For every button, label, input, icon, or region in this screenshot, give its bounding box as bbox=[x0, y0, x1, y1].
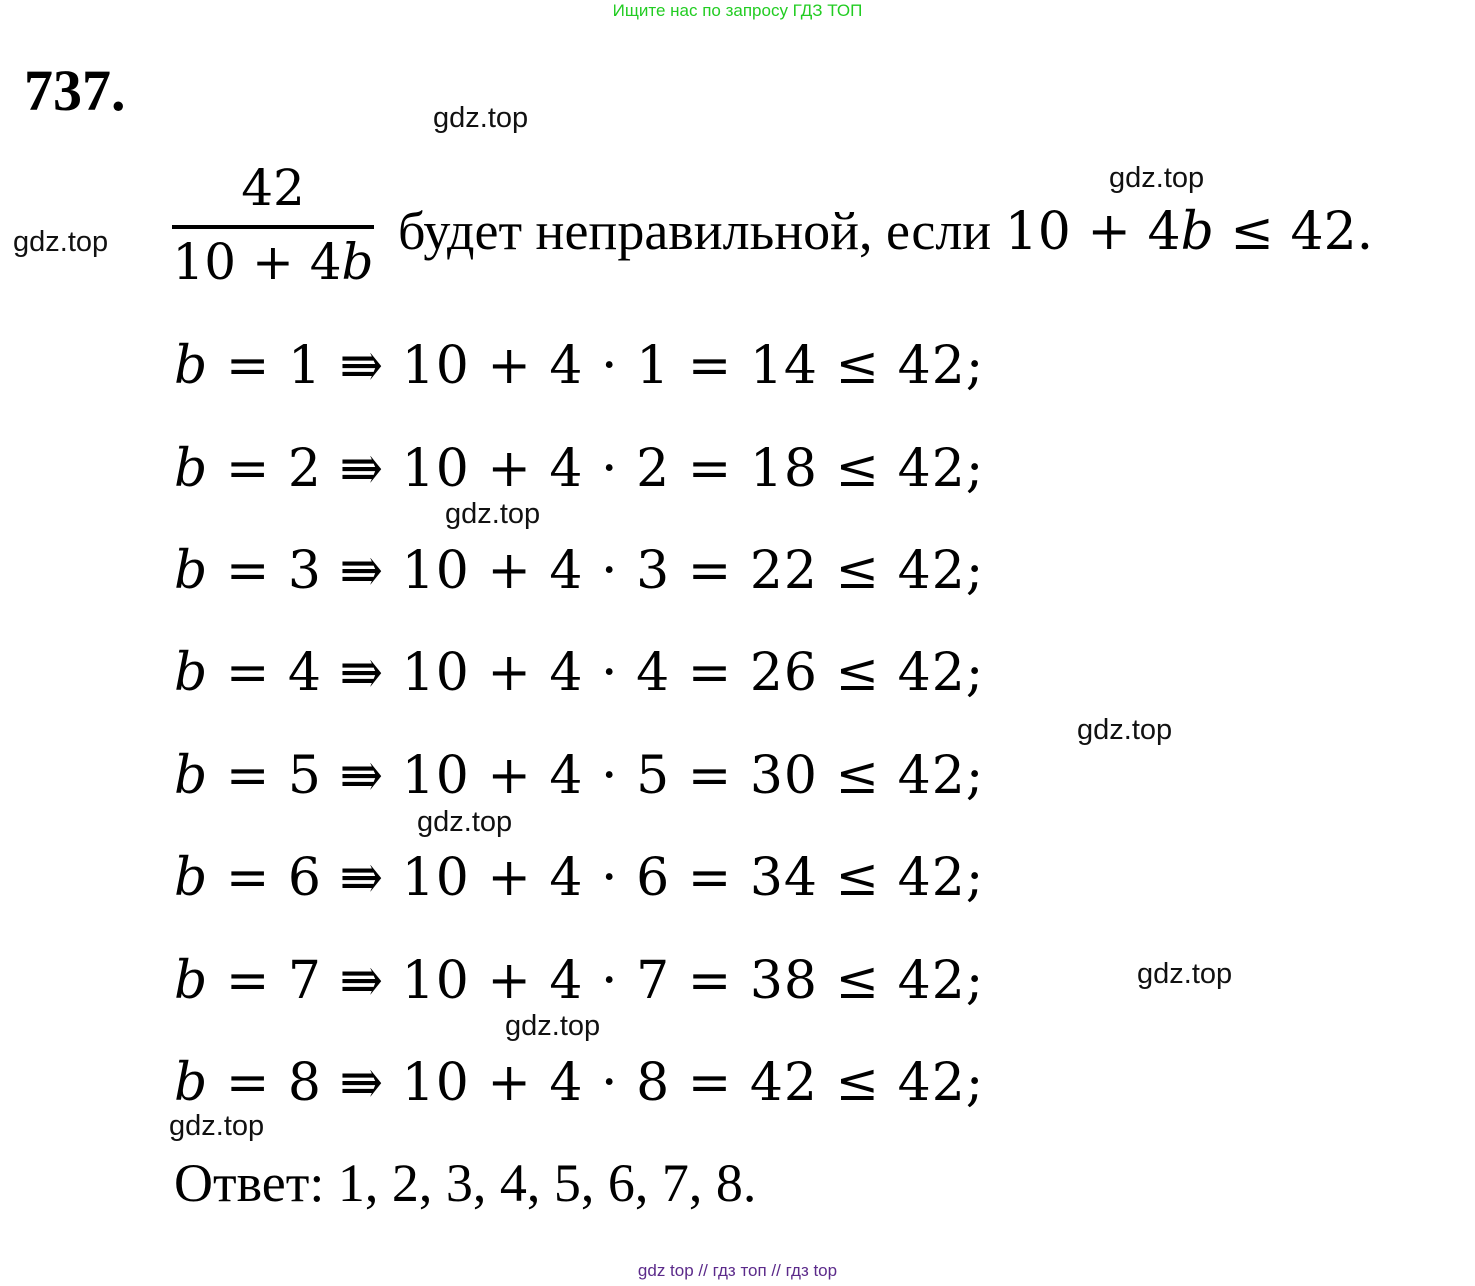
fraction-denominator bbox=[172, 233, 374, 291]
step-row bbox=[174, 951, 985, 1011]
footer-links: gdz top // гдз топ // гдз top bbox=[637, 1261, 838, 1280]
step-variable: b bbox=[174, 848, 209, 908]
condition-suffix: ≤ 42. bbox=[1213, 202, 1374, 262]
top-banner: Ищите нас по запросу ГДЗ ТОП bbox=[612, 1, 863, 20]
watermark: gdz.top bbox=[1137, 958, 1233, 990]
step-expression: = 8 ⇛ 10 + 4 · 8 = 42 ≤ 42; bbox=[208, 1053, 985, 1113]
step-variable: b bbox=[174, 643, 209, 703]
condition-prefix: 10 + 4 bbox=[1004, 202, 1181, 262]
step-row bbox=[174, 336, 985, 396]
watermark: gdz.top bbox=[1077, 714, 1173, 746]
step-expression: = 4 ⇛ 10 + 4 · 4 = 26 ≤ 42; bbox=[208, 643, 985, 703]
step-expression: = 3 ⇛ 10 + 4 · 3 = 22 ≤ 42; bbox=[208, 541, 985, 601]
watermark: gdz.top bbox=[13, 226, 109, 258]
condition-statement bbox=[398, 201, 1374, 262]
step-expression: = 5 ⇛ 10 + 4 · 5 = 30 ≤ 42; bbox=[208, 746, 985, 806]
watermark: gdz.top bbox=[433, 102, 529, 134]
watermark: gdz.top bbox=[445, 498, 541, 530]
step-variable: b bbox=[174, 1053, 209, 1113]
step-expression: = 7 ⇛ 10 + 4 · 7 = 38 ≤ 42; bbox=[208, 951, 985, 1011]
step-row bbox=[174, 643, 985, 703]
step-row bbox=[174, 746, 985, 806]
step-variable: b bbox=[174, 951, 209, 1011]
step-row bbox=[174, 848, 985, 908]
denominator-variable: b bbox=[341, 233, 374, 291]
watermark: gdz.top bbox=[169, 1110, 265, 1142]
denominator-prefix: 10 + 4 bbox=[172, 233, 342, 291]
condition-words: будет неправильной, если bbox=[398, 201, 1005, 261]
step-expression: = 2 ⇛ 10 + 4 · 2 = 18 ≤ 42; bbox=[208, 439, 985, 499]
step-variable: b bbox=[174, 439, 209, 499]
step-row bbox=[174, 439, 985, 499]
step-expression: = 6 ⇛ 10 + 4 · 6 = 34 ≤ 42; bbox=[208, 848, 985, 908]
step-variable: b bbox=[174, 541, 209, 601]
step-row bbox=[174, 541, 985, 601]
fraction bbox=[172, 159, 374, 291]
fraction-numerator: 42 bbox=[241, 159, 305, 217]
watermark: gdz.top bbox=[417, 806, 513, 838]
fraction-bar bbox=[172, 225, 374, 229]
step-variable: b bbox=[174, 746, 209, 806]
watermark: gdz.top bbox=[505, 1010, 601, 1042]
watermark: gdz.top bbox=[1109, 162, 1205, 194]
step-row bbox=[174, 1053, 985, 1113]
problem-number: 737. bbox=[24, 58, 126, 123]
answer: Ответ: 1, 2, 3, 4, 5, 6, 7, 8. bbox=[174, 1153, 757, 1213]
step-expression: = 1 ⇛ 10 + 4 · 1 = 14 ≤ 42; bbox=[208, 336, 985, 396]
condition-variable: b bbox=[1180, 202, 1214, 262]
step-variable: b bbox=[174, 336, 209, 396]
